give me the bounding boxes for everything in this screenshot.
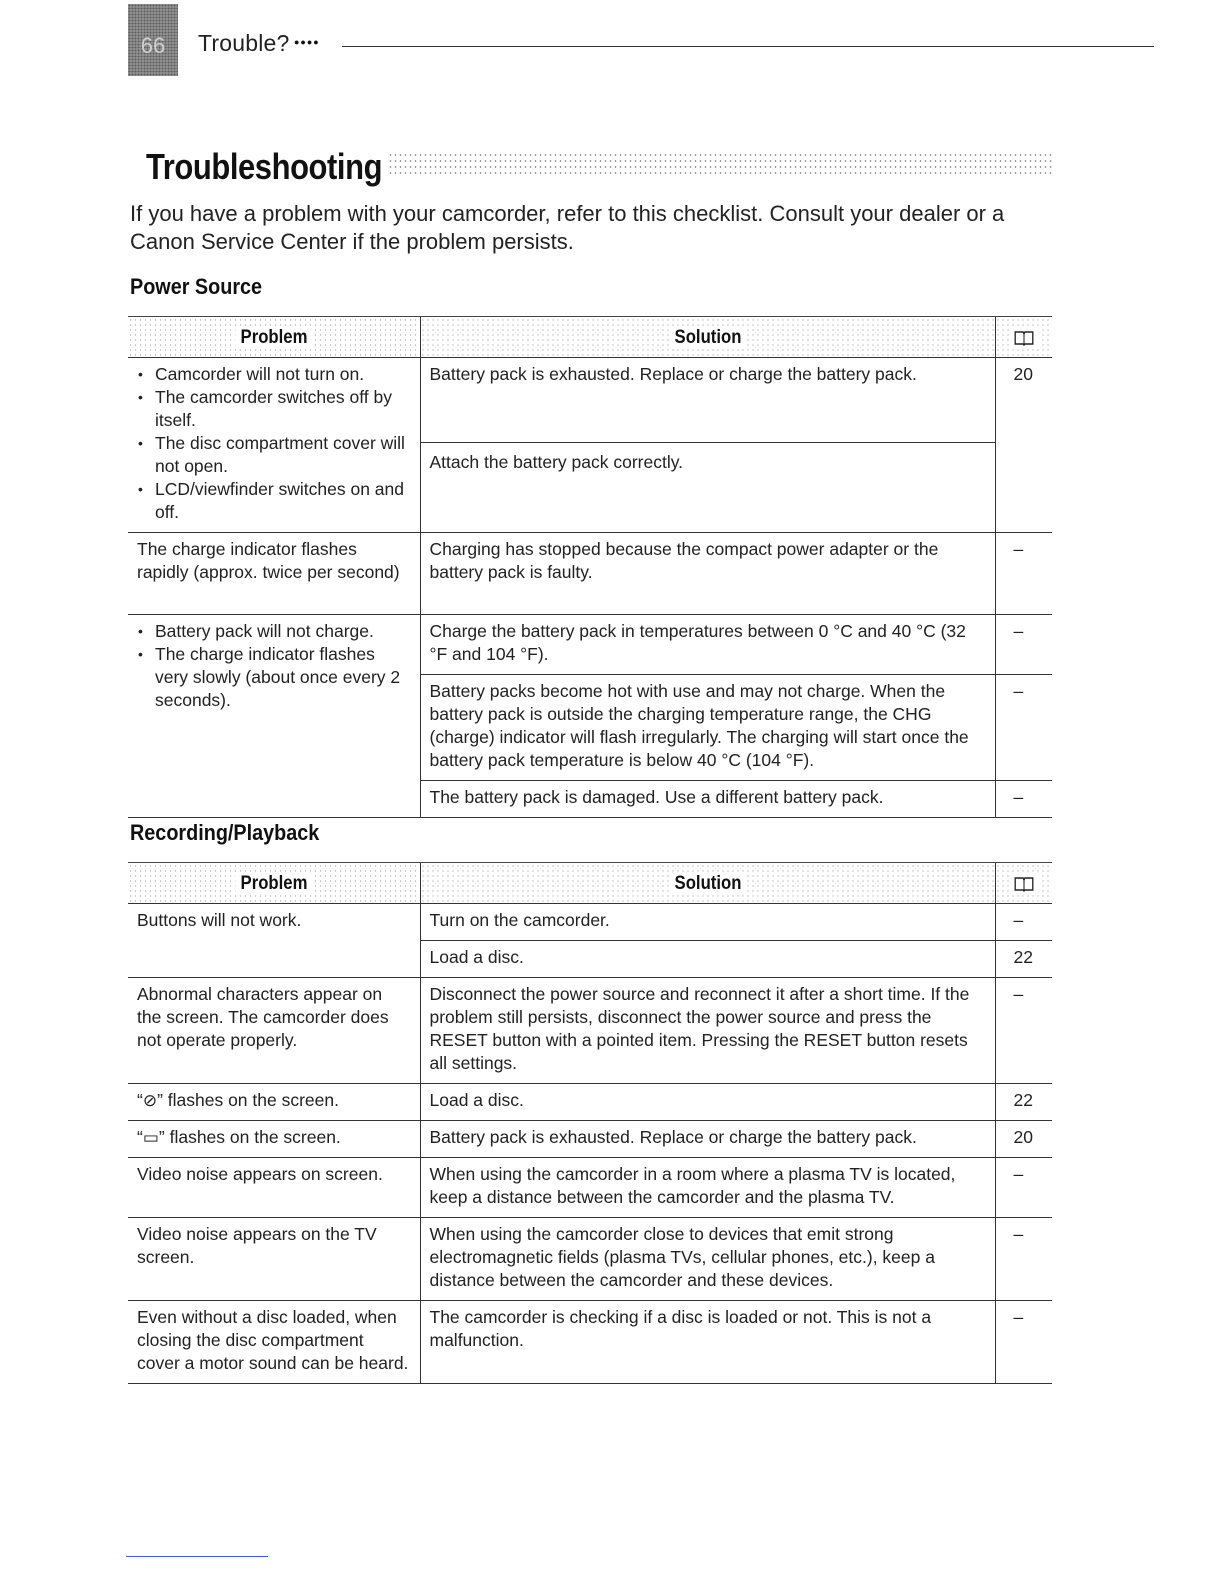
problem-cell: “⊘” flashes on the screen. [128, 1084, 420, 1121]
solution-cell: Charging has stopped because the compact power adapter or the battery pack is faulty. [420, 533, 995, 615]
table-row [128, 1084, 1052, 1121]
reference-cell: 20 [995, 1121, 1052, 1158]
reference-column-header [995, 863, 1052, 904]
list-item: • Battery pack will not charge. [155, 620, 411, 643]
solution-cell: When using the camcorder close to devices that emit strong electromagnetic fields (plasma TVs, cellular phones, etc.), keep a distance between the camcorder and these devices. [420, 1218, 995, 1301]
reference-cell: – [995, 1218, 1052, 1301]
table-row [128, 904, 1052, 941]
solution-cell: Disconnect the power source and reconnect it after a short time. If the problem still persists, disconnect the power source and press the RESET button with a pointed item. Pressing the RESET button resets all settings. [420, 978, 995, 1084]
problem-cell: The charge indicator flashes rapidly (approx. twice per second) [128, 533, 420, 615]
table-row [128, 1158, 1052, 1218]
reference-column-header [995, 317, 1052, 358]
table-header-row [128, 317, 1052, 358]
problem-cell: “▭” flashes on the screen. [128, 1121, 420, 1158]
title-decoration [388, 152, 1052, 178]
solution-column-header: Solution [420, 317, 995, 358]
footer-rule [126, 1556, 268, 1557]
list-item: • Camcorder will not turn on. [155, 363, 411, 386]
problem-cell [128, 358, 420, 533]
problem-cell: Abnormal characters appear on the screen. The camcorder does not operate properly. [128, 978, 420, 1084]
reference-cell: – [995, 615, 1052, 675]
reference-cell: 22 [995, 1084, 1052, 1121]
problem-cell [128, 615, 420, 818]
problem-cell: Buttons will not work. [128, 904, 420, 978]
problem-cell: Video noise appears on the TV screen. [128, 1218, 420, 1301]
solution-cell: Load a disc. [420, 1084, 995, 1121]
list-item: • LCD/viewfinder switches on and off. [155, 478, 411, 524]
reference-cell: – [995, 904, 1052, 941]
reference-cell: – [995, 1301, 1052, 1384]
section-title: Trouble? [198, 30, 290, 56]
solution-column-header: Solution [420, 863, 995, 904]
solution-cell: When using the camcorder in a room where a plasma TV is located, keep a distance between the camcorder and the plasma TV. [420, 1158, 995, 1218]
table-row [128, 978, 1052, 1084]
header-rule [342, 46, 1154, 47]
problem-cell: Even without a disc loaded, when closing the disc compartment cover a motor sound can be heard. [128, 1301, 420, 1384]
recording-playback-heading: Recording/Playback [130, 820, 320, 845]
solution-cell: Load a disc. [420, 941, 995, 978]
list-item: • The charge indicator flashes very slowly (about once every 2 seconds). [155, 643, 411, 712]
list-item: • The camcorder switches off by itself. [155, 386, 411, 432]
book-reference-icon [1014, 876, 1033, 892]
reference-cell: 20 [995, 358, 1052, 533]
page-header [128, 4, 1154, 76]
reference-cell: – [995, 1158, 1052, 1218]
page-title: Troubleshooting [146, 146, 383, 187]
reference-cell: – [995, 675, 1052, 781]
recording-playback-table [128, 862, 1052, 1384]
problem-column-header: Problem [128, 317, 420, 358]
solution-cell: Charge the battery pack in temperatures between 0 °C and 40 °C (32 °F and 104 °F). [420, 615, 995, 675]
table-row [128, 358, 1052, 443]
solution-cell: The camcorder is checking if a disc is loaded or not. This is not a malfunction. [420, 1301, 995, 1384]
solution-cell: The battery pack is damaged. Use a different battery pack. [420, 781, 995, 818]
power-source-heading: Power Source [130, 274, 263, 299]
reference-cell: – [995, 978, 1052, 1084]
intro-paragraph: If you have a problem with your camcorder, refer to this checklist. Consult your dealer or a Canon Service Center if the problem persists. [130, 201, 1005, 254]
section-dots: ●●●● [294, 37, 320, 47]
list-item: • The disc compartment cover will not open. [155, 432, 411, 478]
solution-cell: Attach the battery pack correctly. [420, 443, 995, 533]
power-source-table [128, 316, 1052, 818]
page-number: 66 [128, 4, 178, 76]
solution-cell: Battery pack is exhausted. Replace or charge the battery pack. [420, 358, 995, 443]
solution-cell: Battery pack is exhausted. Replace or charge the battery pack. [420, 1121, 995, 1158]
book-reference-icon [1014, 330, 1033, 346]
reference-cell: 22 [995, 941, 1052, 978]
table-row [128, 1218, 1052, 1301]
solution-cell: Battery packs become hot with use and may not charge. When the battery pack is outside the charging temperature range, the CHG (charge) indicator will flash irregularly. The charging will start once the battery pack temperature is below 40 °C (104 °F). [420, 675, 995, 781]
problem-cell: Video noise appears on screen. [128, 1158, 420, 1218]
table-row [128, 615, 1052, 675]
table-row [128, 533, 1052, 615]
table-row [128, 1301, 1052, 1384]
table-row [128, 1121, 1052, 1158]
table-header-row [128, 863, 1052, 904]
no-disc-icon: ⊘ [142, 1091, 158, 1110]
solution-cell: Turn on the camcorder. [420, 904, 995, 941]
problem-column-header: Problem [128, 863, 420, 904]
reference-cell: – [995, 533, 1052, 615]
battery-icon: ▭ [142, 1128, 159, 1147]
reference-cell: – [995, 781, 1052, 818]
